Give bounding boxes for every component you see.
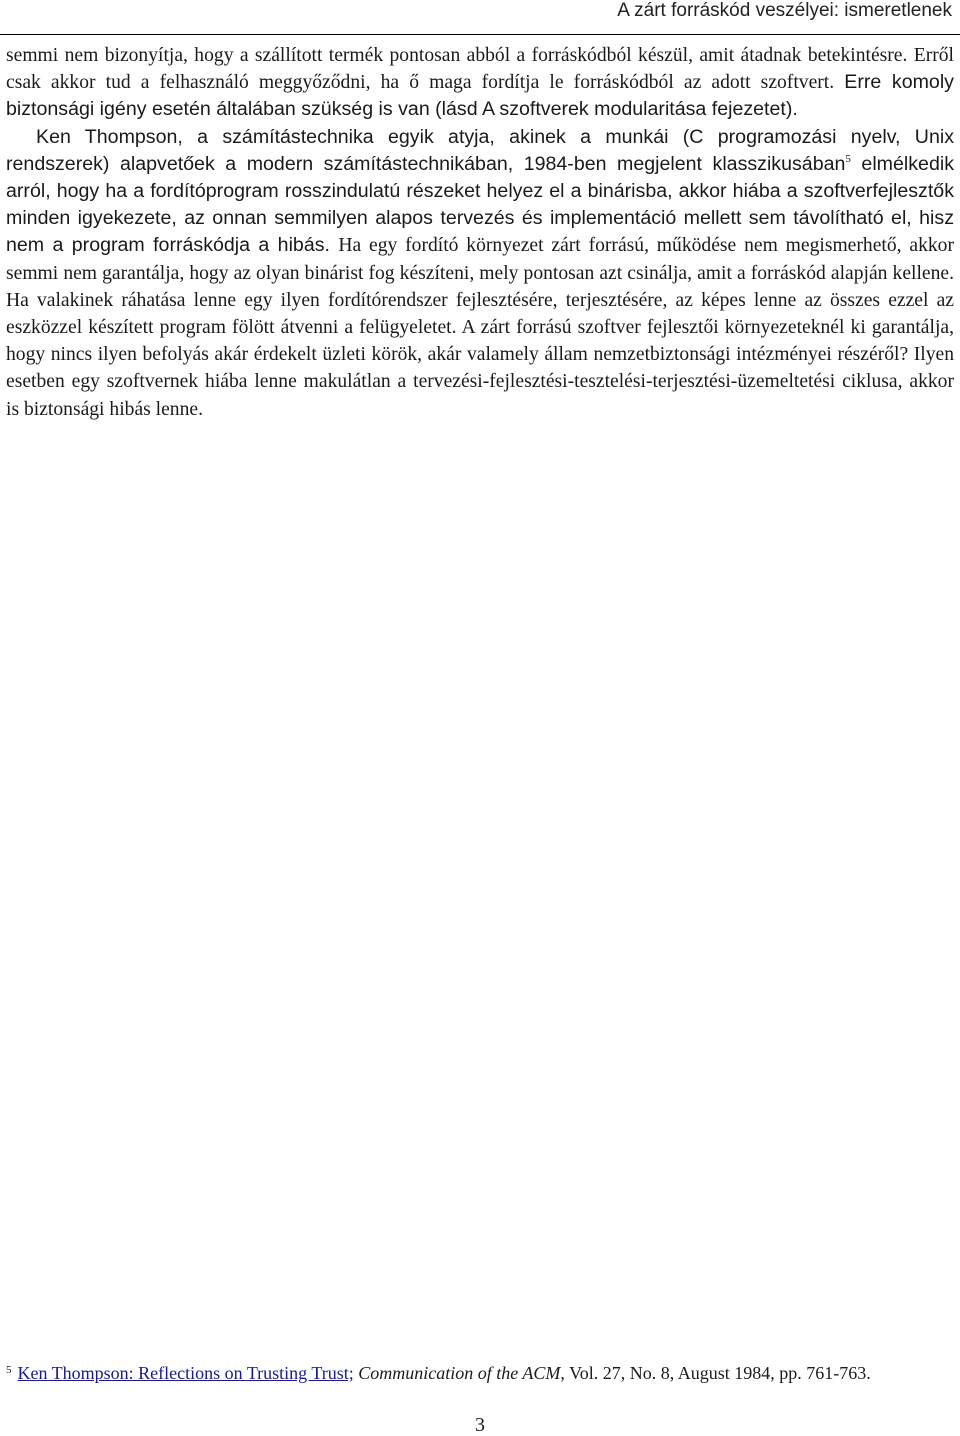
paragraph-2-part-1: Ken Thompson, a számítástechnika egyik atyja, akinek a munkái (C programozási nyelv, Unix rendszerek) alapvetőek a modern számítástechnikában, 1984-ben megjelent klasszikusában (6, 125, 954, 175)
header-divider (0, 34, 960, 35)
body-text (6, 42, 954, 423)
page-number: 3 (475, 1414, 485, 1436)
footnote-reference[interactable]: 5 (845, 152, 851, 165)
running-header: A zárt forráskód veszélyei: ismeretlenek (617, 0, 952, 21)
paragraph-1-part-2: Erre komoly biztonsági igény esetén általában szükség is van (lásd A szoftverek modularitása fejezetet). (6, 71, 954, 121)
footnote-journal: Communication of the ACM (358, 1363, 561, 1383)
paragraph-1 (6, 42, 954, 124)
footnote-details: , Vol. 27, No. 8, August 1984, pp. 761-763. (560, 1363, 871, 1383)
footnote-link[interactable]: Ken Thompson: Reflections on Trusting Trust; (17, 1363, 354, 1383)
paragraph-2-part-2: elmélkedik arról, hogy ha a fordítóprogram rosszindulatú részeket helyez el a binárisba, akkor hiába a szoftverfejlesztők minden igyekezete, az onnan semmilyen alapos tervezés és implementáció mellett sem távolítható el, hisz nem a program forráskódja a hibás. (6, 152, 954, 257)
paragraph-2-part-3: Ha egy fordító környezet zárt forrású, működése nem megismerhető, akkor semmi nem garantálja, hogy az olyan binárist fog készíteni, mely pontosan azt csinálja, amit a forráskód alapján kellene. Ha valakinek ráhatása lenne egy ilyen fordítórendszer fejlesztésére, terjesztésére, az képes lenne az összes ezzel az eszközzel készített program fölött átvenni a felügyeletet. A zárt forrású szoftver fejlesztői környezeteknél ki garantálja, hogy nincs ilyen befolyás akár érdekelt üzleti körök, akár valamely állam nemzetbiztonsági intézményei részéről? Ilyen esetben egy szoftvernek hiába lenne makulátlan a tervezési-fejlesztési-tesztelési-terjesztési-üzemeltetési ciklusa, akkor is biztonsági hibás lenne. (6, 235, 954, 420)
paragraph-1-part-1: semmi nem bizonyítja, hogy a szállított termék pontosan abból a forráskódból készül, amit átadnak betekintésre. Erről csak akkor tud a felhasználó meggyőződni, ha ő maga fordítja le forráskódból az adott szoftvert. (6, 45, 954, 94)
footnote-number: 5 (6, 1364, 12, 1376)
paragraph-2 (6, 124, 954, 423)
footnote (6, 1362, 956, 1384)
